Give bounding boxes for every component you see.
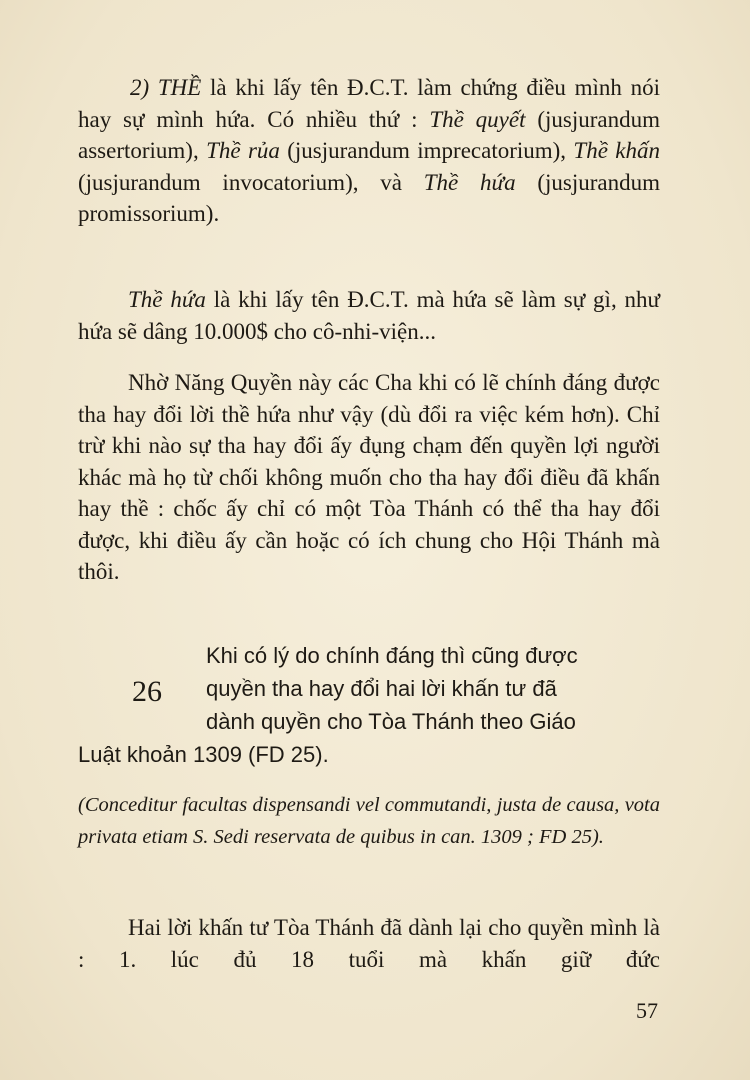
term-the-hua: Thề hứa [128,287,206,312]
text-segment: (jusjurandum imprecatorium), [279,138,574,163]
canon-line-3: dành quyền cho Tòa Thánh theo Giáo [206,709,576,734]
text-segment: (jusjurandum promissorium). [78,169,661,226]
canon-number: 26 [132,675,162,708]
paragraph-promissory-oath [78,284,660,347]
paragraph-faculty-explanation: Nhờ Năng Quyền này các Cha khi có lẽ chính đáng được tha hay đổi lời thề hứa như vậy (dù đổi ra việc kém hơn). Chỉ trừ khi nào sự tha hay đổi ấy đụng chạm đến quyền lợi người khác mà họ từ chối không muốn cho tha hay đổi điều đã khấn hay thề : chốc ấy chỉ có một Tòa Thánh có thể tha hay đổi được, khi điều ấy cần hoặc có ích chung cho Hội Thánh mà thôi. [78,370,660,584]
term-the: THỀ [157,75,202,100]
item-number: 2) [130,75,158,100]
term-the-rua: Thề rủa [206,138,280,163]
page-number: 57 [636,998,658,1023]
text-segment: là khi lấy tên Đ.C.T. mà hứa sẽ làm sự gì, như hứa sẽ dâng 10.000$ cho cô-nhi-viện... [78,287,660,344]
term-the-hua: Thề hứa [423,169,516,195]
text-segment: (jusjurandum assertorium), [78,106,660,163]
text-segment: (jusjurandum invocatorium), và [78,169,424,195]
term-the-khan: Thề khấn [573,138,660,163]
canon-line-4: Luật khoản 1309 (FD 25). [78,742,329,767]
latin-text: (Conceditur facultas dispensandi vel commutandi, justa de causa, vota privata etiam S. Sedi reservata de quibus in can. 1309 ; FD 25). [78,794,660,848]
canon-line-2: quyền tha hay đổi hai lời khấn tư đã [206,676,557,701]
term-the-quyet: Thề quyết [429,106,526,132]
canon-line-1: Khi có lý do chính đáng thì cũng được [206,643,578,668]
paragraph-reserved-vows: Hai lời khấn tư Tòa Thánh đã dành lại cho quyền mình là : 1. lúc đủ 18 tuổi mà khấn giữ đức [78,915,660,972]
canon-heading [78,640,668,770]
text-segment: là khi lấy tên Đ.C.T. làm chứng điều mình nói hay sự mình hứa. Có nhiều thứ : [78,75,660,132]
paragraph-oath-definition [78,72,660,230]
